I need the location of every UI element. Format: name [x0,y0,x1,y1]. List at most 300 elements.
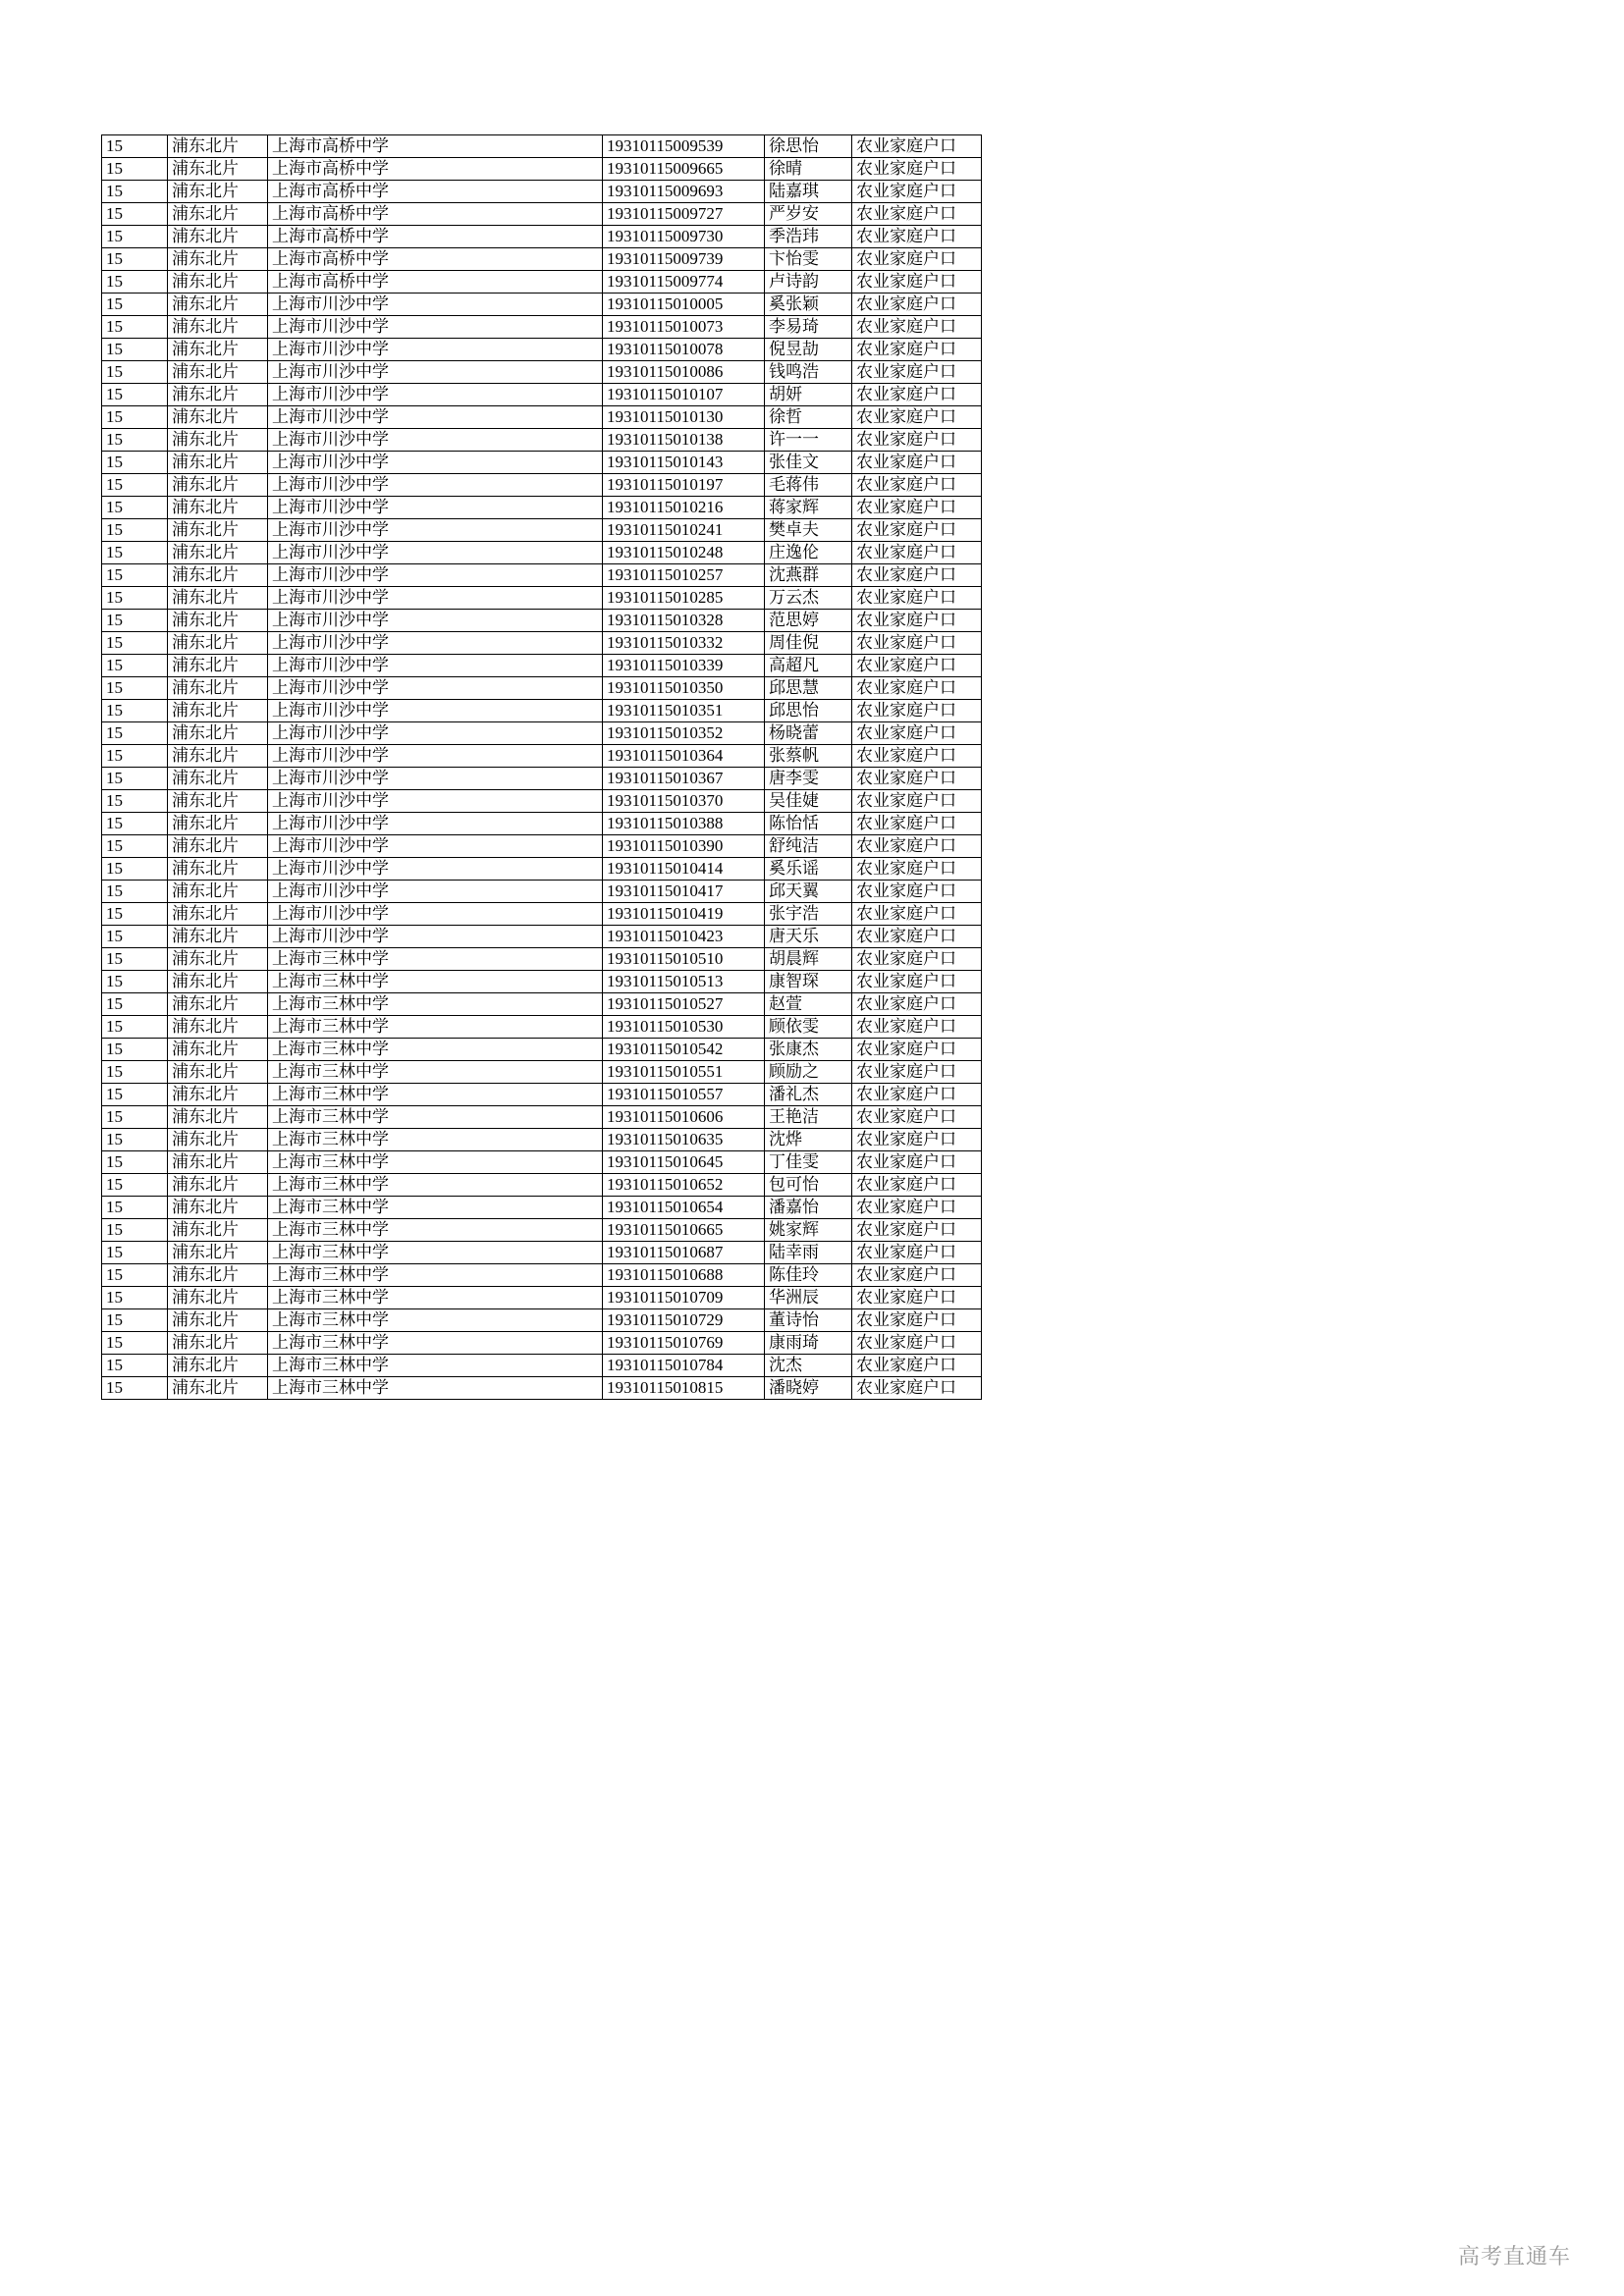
cell-no: 15 [102,135,168,158]
cell-district: 浦东北片 [168,1016,268,1039]
cell-no: 15 [102,1377,168,1400]
cell-district: 浦东北片 [168,971,268,993]
cell-name: 李易琦 [765,316,852,339]
table-row [102,1197,982,1219]
cell-district: 浦东北片 [168,1242,268,1264]
cell-name: 王艳洁 [765,1106,852,1129]
cell-district: 浦东北片 [168,790,268,813]
cell-hukou: 农业家庭户口 [852,948,982,971]
cell-hukou: 农业家庭户口 [852,1264,982,1287]
cell-hukou: 农业家庭户口 [852,993,982,1016]
cell-school: 上海市三林中学 [268,1061,603,1084]
table-row [102,316,982,339]
cell-id: 19310115010352 [603,722,765,745]
cell-school: 上海市高桥中学 [268,248,603,271]
cell-hukou: 农业家庭户口 [852,452,982,474]
cell-hukou: 农业家庭户口 [852,1016,982,1039]
cell-id: 19310115009665 [603,158,765,181]
cell-name: 陈佳玲 [765,1264,852,1287]
cell-id: 19310115010285 [603,587,765,610]
cell-id: 19310115010551 [603,1061,765,1084]
cell-district: 浦东北片 [168,813,268,835]
cell-no: 15 [102,632,168,655]
cell-district: 浦东北片 [168,135,268,158]
cell-school: 上海市川沙中学 [268,677,603,700]
cell-no: 15 [102,203,168,226]
table-row [102,722,982,745]
cell-name: 季浩玮 [765,226,852,248]
cell-district: 浦东北片 [168,542,268,564]
cell-district: 浦东北片 [168,1151,268,1174]
cell-name: 潘晓婷 [765,1377,852,1400]
cell-hukou: 农业家庭户口 [852,677,982,700]
cell-name: 钱鸣浩 [765,361,852,384]
cell-district: 浦东北片 [168,1377,268,1400]
table-row [102,181,982,203]
cell-school: 上海市川沙中学 [268,700,603,722]
cell-id: 19310115010557 [603,1084,765,1106]
cell-school: 上海市高桥中学 [268,158,603,181]
cell-hukou: 农业家庭户口 [852,1197,982,1219]
cell-district: 浦东北片 [168,181,268,203]
cell-name: 唐天乐 [765,926,852,948]
cell-id: 19310115010687 [603,1242,765,1264]
table-row [102,881,982,903]
table-row [102,406,982,429]
cell-name: 卞怡雯 [765,248,852,271]
cell-district: 浦东北片 [168,587,268,610]
cell-school: 上海市川沙中学 [268,768,603,790]
cell-id: 19310115010073 [603,316,765,339]
cell-no: 15 [102,1309,168,1332]
cell-no: 15 [102,587,168,610]
cell-name: 张蔡帆 [765,745,852,768]
cell-id: 19310115010130 [603,406,765,429]
table-row [102,948,982,971]
cell-district: 浦东北片 [168,1309,268,1332]
cell-hukou: 农业家庭户口 [852,1129,982,1151]
cell-school: 上海市三林中学 [268,971,603,993]
cell-school: 上海市川沙中学 [268,881,603,903]
cell-district: 浦东北片 [168,361,268,384]
table-row [102,903,982,926]
cell-name: 严岁安 [765,203,852,226]
cell-school: 上海市川沙中学 [268,926,603,948]
cell-no: 15 [102,745,168,768]
cell-name: 许一一 [765,429,852,452]
cell-name: 徐晴 [765,158,852,181]
cell-no: 15 [102,452,168,474]
cell-no: 15 [102,1197,168,1219]
cell-name: 顾依雯 [765,1016,852,1039]
cell-name: 高超凡 [765,655,852,677]
cell-no: 15 [102,971,168,993]
cell-hukou: 农业家庭户口 [852,429,982,452]
cell-school: 上海市三林中学 [268,1174,603,1197]
cell-no: 15 [102,677,168,700]
cell-hukou: 农业家庭户口 [852,722,982,745]
table-row [102,1332,982,1355]
cell-hukou: 农业家庭户口 [852,745,982,768]
cell-id: 19310115009693 [603,181,765,203]
cell-hukou: 农业家庭户口 [852,474,982,497]
cell-id: 19310115010005 [603,294,765,316]
cell-name: 邱天翼 [765,881,852,903]
cell-no: 15 [102,722,168,745]
cell-district: 浦东北片 [168,677,268,700]
student-table-body [102,135,982,1400]
cell-no: 15 [102,1332,168,1355]
cell-district: 浦东北片 [168,226,268,248]
cell-no: 15 [102,1219,168,1242]
cell-hukou: 农业家庭户口 [852,858,982,881]
cell-school: 上海市川沙中学 [268,316,603,339]
cell-hukou: 农业家庭户口 [852,271,982,294]
table-row [102,1287,982,1309]
cell-name: 潘嘉怡 [765,1197,852,1219]
cell-name: 杨晓蕾 [765,722,852,745]
cell-district: 浦东北片 [168,1106,268,1129]
cell-name: 万云杰 [765,587,852,610]
cell-hukou: 农业家庭户口 [852,158,982,181]
cell-no: 15 [102,542,168,564]
student-table [101,134,982,1400]
cell-hukou: 农业家庭户口 [852,316,982,339]
cell-hukou: 农业家庭户口 [852,813,982,835]
cell-school: 上海市川沙中学 [268,745,603,768]
table-row [102,858,982,881]
cell-id: 19310115010654 [603,1197,765,1219]
table-row [102,158,982,181]
cell-district: 浦东北片 [168,339,268,361]
cell-id: 19310115010635 [603,1129,765,1151]
cell-hukou: 农业家庭户口 [852,881,982,903]
cell-district: 浦东北片 [168,203,268,226]
cell-id: 19310115010815 [603,1377,765,1400]
cell-school: 上海市三林中学 [268,948,603,971]
cell-school: 上海市川沙中学 [268,474,603,497]
cell-name: 卢诗韵 [765,271,852,294]
cell-id: 19310115009739 [603,248,765,271]
cell-id: 19310115010086 [603,361,765,384]
cell-id: 19310115010216 [603,497,765,519]
cell-name: 丁佳雯 [765,1151,852,1174]
cell-no: 15 [102,226,168,248]
cell-no: 15 [102,655,168,677]
cell-id: 19310115010423 [603,926,765,948]
cell-name: 唐李雯 [765,768,852,790]
table-row [102,1174,982,1197]
cell-name: 张康杰 [765,1039,852,1061]
cell-id: 19310115010419 [603,903,765,926]
cell-no: 15 [102,158,168,181]
cell-school: 上海市三林中学 [268,1355,603,1377]
cell-id: 19310115010527 [603,993,765,1016]
cell-id: 19310115010241 [603,519,765,542]
watermark-text: 高考直通车 [1457,2244,1571,2269]
cell-id: 19310115010542 [603,1039,765,1061]
cell-no: 15 [102,1129,168,1151]
cell-district: 浦东北片 [168,564,268,587]
cell-district: 浦东北片 [168,316,268,339]
cell-district: 浦东北片 [168,1174,268,1197]
table-row [102,519,982,542]
cell-school: 上海市三林中学 [268,1332,603,1355]
cell-id: 19310115010257 [603,564,765,587]
cell-id: 19310115010510 [603,948,765,971]
cell-id: 19310115010339 [603,655,765,677]
cell-name: 姚家辉 [765,1219,852,1242]
cell-no: 15 [102,1287,168,1309]
cell-id: 19310115009539 [603,135,765,158]
cell-hukou: 农业家庭户口 [852,1061,982,1084]
cell-name: 庄逸伦 [765,542,852,564]
cell-id: 19310115010143 [603,452,765,474]
cell-district: 浦东北片 [168,700,268,722]
cell-no: 15 [102,993,168,1016]
cell-school: 上海市川沙中学 [268,519,603,542]
cell-name: 邱思慧 [765,677,852,700]
cell-name: 周佳倪 [765,632,852,655]
cell-hukou: 农业家庭户口 [852,497,982,519]
cell-hukou: 农业家庭户口 [852,564,982,587]
cell-district: 浦东北片 [168,993,268,1016]
cell-no: 15 [102,1039,168,1061]
cell-name: 倪昱劼 [765,339,852,361]
table-row [102,790,982,813]
cell-hukou: 农业家庭户口 [852,1332,982,1355]
cell-name: 潘礼杰 [765,1084,852,1106]
cell-name: 沈烨 [765,1129,852,1151]
cell-school: 上海市川沙中学 [268,384,603,406]
table-row [102,564,982,587]
cell-name: 张佳文 [765,452,852,474]
cell-id: 19310115010078 [603,339,765,361]
table-row [102,135,982,158]
cell-district: 浦东北片 [168,384,268,406]
cell-district: 浦东北片 [168,768,268,790]
cell-school: 上海市川沙中学 [268,587,603,610]
table-row [102,1129,982,1151]
cell-id: 19310115010388 [603,813,765,835]
cell-no: 15 [102,316,168,339]
cell-name: 奚张颖 [765,294,852,316]
cell-no: 15 [102,1174,168,1197]
table-row [102,1061,982,1084]
cell-id: 19310115010197 [603,474,765,497]
cell-hukou: 农业家庭户口 [852,1106,982,1129]
cell-hukou: 农业家庭户口 [852,1355,982,1377]
table-row [102,1151,982,1174]
table-row [102,1219,982,1242]
cell-name: 蒋家辉 [765,497,852,519]
cell-district: 浦东北片 [168,271,268,294]
cell-district: 浦东北片 [168,1287,268,1309]
cell-name: 包可怡 [765,1174,852,1197]
cell-school: 上海市川沙中学 [268,632,603,655]
table-row [102,203,982,226]
cell-school: 上海市川沙中学 [268,903,603,926]
cell-hukou: 农业家庭户口 [852,542,982,564]
cell-hukou: 农业家庭户口 [852,406,982,429]
cell-no: 15 [102,926,168,948]
cell-district: 浦东北片 [168,948,268,971]
cell-id: 19310115010606 [603,1106,765,1129]
cell-school: 上海市川沙中学 [268,835,603,858]
cell-name: 徐思怡 [765,135,852,158]
cell-school: 上海市三林中学 [268,993,603,1016]
cell-hukou: 农业家庭户口 [852,926,982,948]
cell-id: 19310115010390 [603,835,765,858]
cell-id: 19310115010367 [603,768,765,790]
table-row [102,1377,982,1400]
cell-no: 15 [102,813,168,835]
cell-hukou: 农业家庭户口 [852,1287,982,1309]
cell-school: 上海市川沙中学 [268,339,603,361]
cell-school: 上海市三林中学 [268,1039,603,1061]
cell-id: 19310115010351 [603,700,765,722]
cell-hukou: 农业家庭户口 [852,135,982,158]
table-row [102,587,982,610]
cell-district: 浦东北片 [168,881,268,903]
cell-school: 上海市高桥中学 [268,271,603,294]
cell-id: 19310115010645 [603,1151,765,1174]
cell-district: 浦东北片 [168,1197,268,1219]
cell-no: 15 [102,294,168,316]
cell-district: 浦东北片 [168,248,268,271]
cell-name: 康智琛 [765,971,852,993]
cell-no: 15 [102,271,168,294]
cell-school: 上海市三林中学 [268,1197,603,1219]
cell-district: 浦东北片 [168,497,268,519]
cell-hukou: 农业家庭户口 [852,632,982,655]
cell-school: 上海市高桥中学 [268,181,603,203]
cell-school: 上海市高桥中学 [268,203,603,226]
cell-name: 陆幸雨 [765,1242,852,1264]
table-row [102,248,982,271]
cell-id: 19310115010709 [603,1287,765,1309]
cell-district: 浦东北片 [168,1129,268,1151]
cell-hukou: 农业家庭户口 [852,610,982,632]
cell-school: 上海市川沙中学 [268,655,603,677]
cell-district: 浦东北片 [168,1264,268,1287]
table-row [102,632,982,655]
cell-id: 19310115010652 [603,1174,765,1197]
cell-no: 15 [102,564,168,587]
cell-no: 15 [102,1061,168,1084]
cell-school: 上海市川沙中学 [268,429,603,452]
cell-id: 19310115010414 [603,858,765,881]
cell-hukou: 农业家庭户口 [852,1174,982,1197]
cell-name: 邱思怡 [765,700,852,722]
cell-no: 15 [102,181,168,203]
table-row [102,497,982,519]
cell-id: 19310115009774 [603,271,765,294]
cell-name: 张宇浩 [765,903,852,926]
cell-no: 15 [102,700,168,722]
cell-name: 奚乐谣 [765,858,852,881]
cell-school: 上海市三林中学 [268,1309,603,1332]
cell-district: 浦东北片 [168,903,268,926]
cell-hukou: 农业家庭户口 [852,1039,982,1061]
cell-no: 15 [102,768,168,790]
cell-id: 19310115010350 [603,677,765,700]
cell-school: 上海市川沙中学 [268,361,603,384]
cell-school: 上海市三林中学 [268,1151,603,1174]
table-row [102,971,982,993]
cell-hukou: 农业家庭户口 [852,384,982,406]
cell-school: 上海市川沙中学 [268,294,603,316]
cell-id: 19310115010769 [603,1332,765,1355]
cell-no: 15 [102,1242,168,1264]
table-row [102,452,982,474]
cell-no: 15 [102,429,168,452]
cell-name: 樊卓夫 [765,519,852,542]
cell-hukou: 农业家庭户口 [852,339,982,361]
table-row [102,1355,982,1377]
cell-id: 19310115010688 [603,1264,765,1287]
cell-school: 上海市川沙中学 [268,497,603,519]
cell-district: 浦东北片 [168,158,268,181]
cell-no: 15 [102,1106,168,1129]
cell-district: 浦东北片 [168,610,268,632]
cell-school: 上海市川沙中学 [268,858,603,881]
cell-no: 15 [102,948,168,971]
cell-hukou: 农业家庭户口 [852,226,982,248]
cell-no: 15 [102,384,168,406]
cell-school: 上海市川沙中学 [268,452,603,474]
cell-name: 沈燕群 [765,564,852,587]
cell-hukou: 农业家庭户口 [852,768,982,790]
cell-id: 19310115010784 [603,1355,765,1377]
cell-hukou: 农业家庭户口 [852,1151,982,1174]
cell-id: 19310115009727 [603,203,765,226]
table-row [102,1264,982,1287]
cell-id: 19310115009730 [603,226,765,248]
cell-no: 15 [102,1084,168,1106]
cell-name: 康雨琦 [765,1332,852,1355]
cell-hukou: 农业家庭户口 [852,655,982,677]
cell-no: 15 [102,474,168,497]
table-row [102,655,982,677]
cell-no: 15 [102,248,168,271]
table-row [102,361,982,384]
table-row [102,1039,982,1061]
cell-district: 浦东北片 [168,406,268,429]
cell-hukou: 农业家庭户口 [852,1219,982,1242]
table-row [102,1016,982,1039]
cell-no: 15 [102,1151,168,1174]
cell-hukou: 农业家庭户口 [852,519,982,542]
table-row [102,835,982,858]
cell-school: 上海市三林中学 [268,1242,603,1264]
cell-name: 赵萱 [765,993,852,1016]
cell-hukou: 农业家庭户口 [852,1377,982,1400]
cell-hukou: 农业家庭户口 [852,1084,982,1106]
cell-district: 浦东北片 [168,1219,268,1242]
cell-name: 舒纯洁 [765,835,852,858]
cell-name: 陈怡恬 [765,813,852,835]
cell-district: 浦东北片 [168,1061,268,1084]
cell-id: 19310115010328 [603,610,765,632]
cell-school: 上海市三林中学 [268,1129,603,1151]
table-row [102,610,982,632]
cell-name: 顾励之 [765,1061,852,1084]
cell-id: 19310115010729 [603,1309,765,1332]
cell-district: 浦东北片 [168,1355,268,1377]
table-row [102,926,982,948]
cell-district: 浦东北片 [168,858,268,881]
